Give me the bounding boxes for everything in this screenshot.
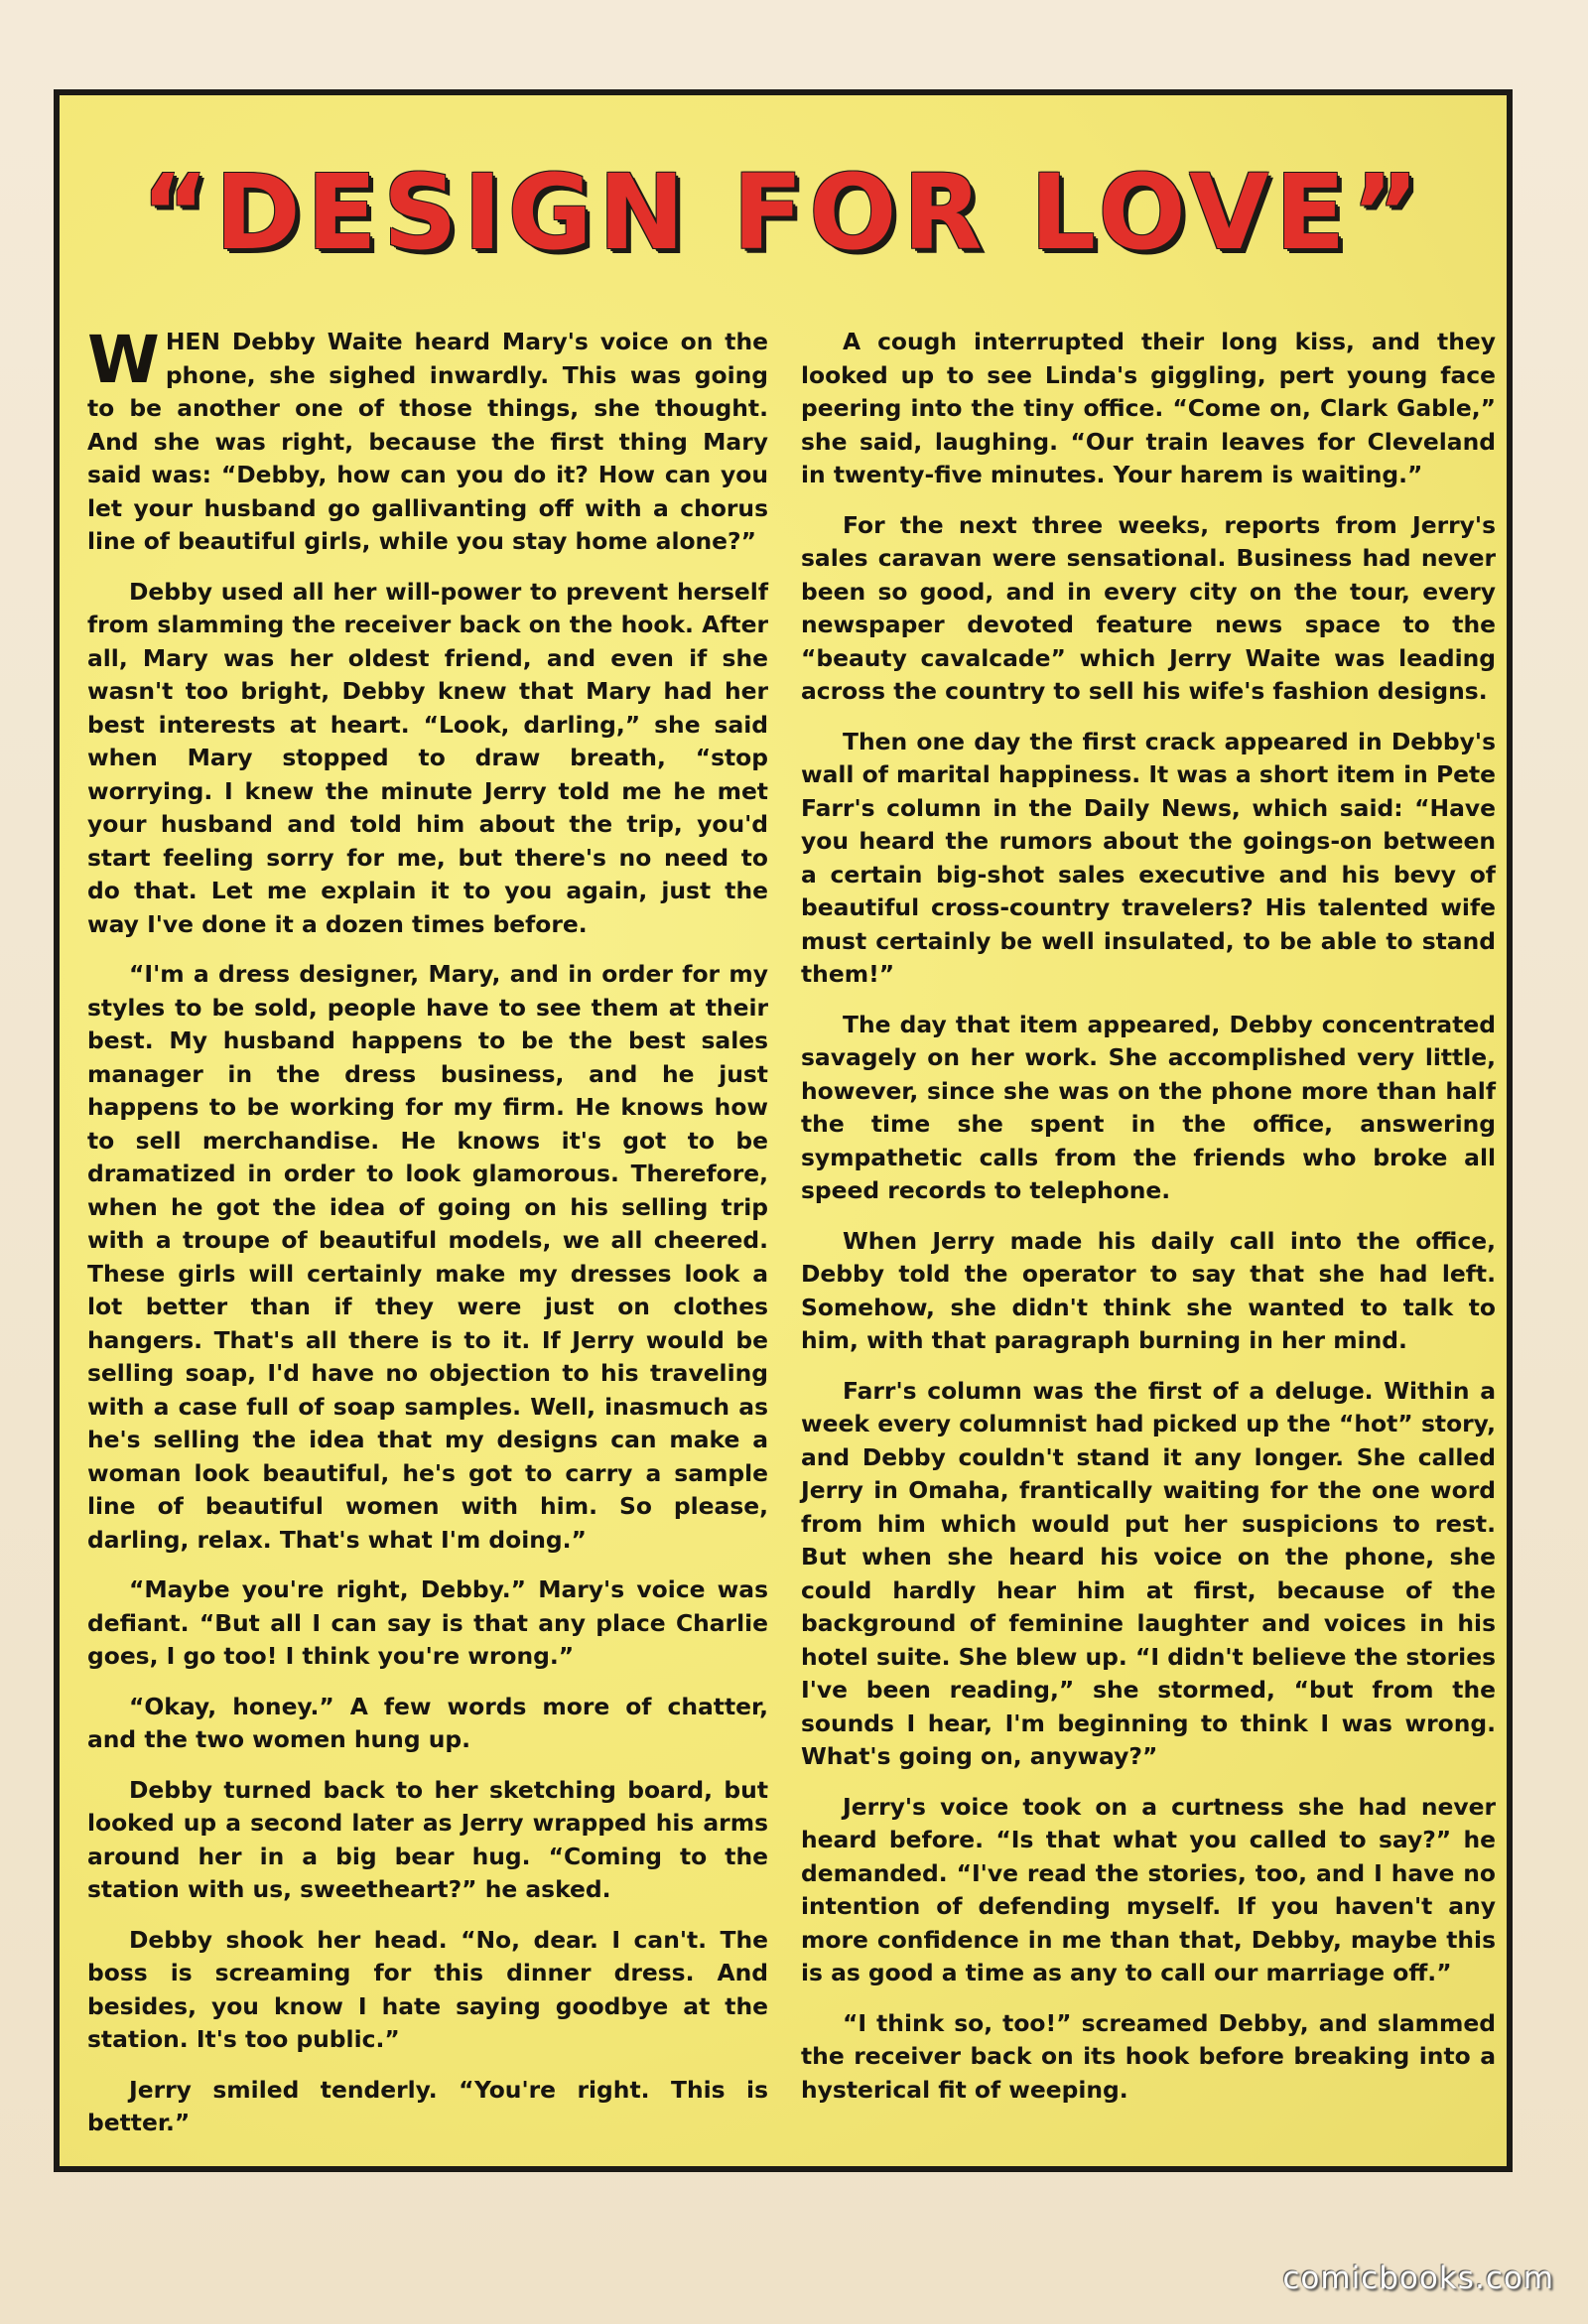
paragraph: When Jerry made his daily call into the office, Debby told the operator to say that she had left. Somehow, she didn't think she wanted to talk to him, with that paragraph burning in her mind. [801,1226,1496,1354]
paragraph: WHEN Debby Waite heard Mary's voice on the phone, she sighed inwardly. This was going to be another one of those things, she thought. And she was right, because the first thing Mary said was: “Debby, how can you do it? How can you let your husband go gallivanting off with a chorus line of beautiful girls, while you stay home alone?” [87,322,768,555]
watermark: comicbooks.com [1282,2260,1554,2296]
paragraph: Then one day the first crack appeared in Debby's wall of marital happiness. It was a short item in Pete Farr's column in the Daily News, which said: “Have you heard the rumors about the goings-on between a certain big-shot sales executive and his bevy of beautiful cross-country travelers? His talented wife must certainly be well insulated, to be able to stand them!” [801,727,1496,988]
paragraph: “Maybe you're right, Debby.” Mary's voice was defiant. “But all I can say is that any place Charlie goes, I go too! I think you're wrong.” [87,1575,768,1670]
paragraph: The day that item appeared, Debby concentrated savagely on her work. She accomplished very little, however, since she was on the phone more than half the time she spent in the office, answering sympathetic calls from the friends who broke all speed records to telephone. [801,1010,1496,1204]
paragraph: Debby shook her head. “No, dear. I can't. The boss is screaming for this dinner dress. And besides, you know I hate saying goodbye at the station. It's too public.” [87,1925,768,2053]
paragraph: “Okay, honey.” A few words more of chatter, and the two women hung up. [87,1692,768,1753]
text-story-panel [54,89,1513,2172]
drop-cap: W [87,322,160,398]
left-column [87,322,768,2157]
paragraph: “I'm a dress designer, Mary, and in order for my styles to be sold, people have to see them at their best. My husband happens to be the best sales manager in the dress business, and he just happens to be working for my firm. He knows how to sell merchandise. He knows it's got to be dramatized in order to look glamorous. Therefore, when he got the idea of going on his selling trip with a troupe of beautiful models, we all cheered. These girls will certainly make my dresses look a lot better than if they were just on clothes hangers. That's all there is to it. If Jerry would be selling soap, I'd have no objection to his traveling with a case full of soap samples. Well, inasmuch as he's selling the idea that my designs can make a woman look beautiful, he's got to carry a sample line of beautiful women with him. So please, darling, relax. That's what I'm doing.” [87,960,768,1554]
paragraph: Jerry's voice took on a curtness she had never heard before. “Is that what you called to say?” he demanded. “I've read the stories, too, and I have no intention of defending myself. If you haven't any more confidence in me than that, Debby, maybe this is as good a time as any to call our marriage off.” [801,1792,1496,1986]
right-column [801,326,1496,2123]
paragraph: Debby used all her will-power to prevent herself from slamming the receiver back on the hook. After all, Mary was her oldest friend, and even if she wasn't too bright, Debby knew that Mary had her best interests at heart. “Look, darling,” she said when Mary stopped to draw breath, “stop worrying. I knew the minute Jerry told me he met your husband and told him about the trip, you'd start feeling sorry for me, but there's no need to do that. Let me explain it to you again, just the way I've done it a dozen times before. [87,577,768,938]
paragraph: “I think so, too!” screamed Debby, and slammed the receiver back on its hook before breaking into a hysterical fit of weeping. [801,2008,1496,2104]
paragraph: Debby turned back to her sketching board, but looked up a second later as Jerry wrapped his arms around her in a big bear hug. “Coming to the station with us, sweetheart?” he asked. [87,1775,768,1903]
paragraph: A cough interrupted their long kiss, and they looked up to see Linda's giggling, pert young face peering into the tiny office. “Come on, Clark Gable,” she said, laughing. “Our train leaves for Cleveland in twenty-five minutes. Your harem is waiting.” [801,328,1496,488]
paragraph: For the next three weeks, reports from Jerry's sales caravan were sensational. Business had never been so good, and in every city on the tour, every newspaper devoted feature news space to the “beauty cavalcade” which Jerry Waite was leading across the country to sell his wife's fashion designs. [801,510,1496,705]
story-title: “DESIGN FOR LOVE” [141,152,1425,273]
paragraph: Jerry smiled tenderly. “You're right. This is better.” [87,2075,768,2136]
paragraph: Farr's column was the first of a deluge. Within a week every columnist had picked up the “hot” story, and Debby couldn't stand it any longer. She called Jerry in Omaha, frantically waiting for the one word from him which would put her suspicions to rest. But when she heard his voice on the phone, she could hardly hear him at first, because of the background of feminine laughter and voices in his hotel suite. She blew up. “I didn't believe the stories I've been reading,” she stormed, “but from the sounds I hear, I'm beginning to think I was wrong. What's going on, anyway?” [801,1376,1496,1770]
